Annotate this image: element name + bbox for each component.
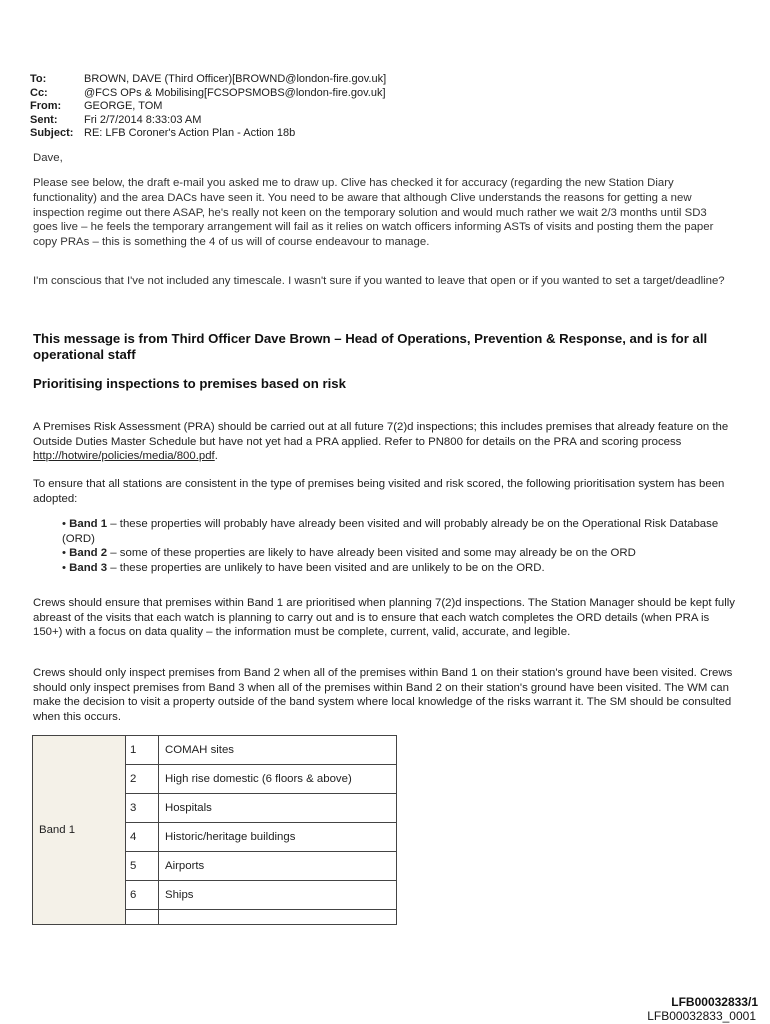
band-label-cell: Band 1 — [33, 736, 126, 925]
row-description: Hospitals — [159, 794, 397, 823]
document-id-secondary: LFB00032833_0001 — [647, 1009, 756, 1023]
row-number: 3 — [126, 794, 159, 823]
cc-value: @FCS OPs & Mobilising[FCSOPSMOBS@london-fire.gov.uk] — [84, 86, 386, 99]
row-description: Historic/heritage buildings — [159, 823, 397, 852]
crews-band2-paragraph: Crews should only inspect premises from Band 2 when all of the premises within Band 1 on their station's ground have been visited. Crews should only inspect premises from Band 3 when all of the premises within Band 2 on their station's ground have been visited. The WM can make the decision to visit a property outside of the band system where local knowledge of the risks warrant it. The SM should be consulted when this occurs. — [33, 667, 733, 723]
timescale-paragraph: I'm conscious that I've not included any timescale. I wasn't sure if you wanted to leave that open or if you wanted to set a target/deadline? — [33, 275, 725, 287]
subject-label: Subject: — [30, 127, 74, 140]
band-table — [32, 735, 397, 925]
row-number: 4 — [126, 823, 159, 852]
pra-link[interactable]: http://hotwire/policies/media/800.pdf — [33, 450, 215, 463]
pra-paragraph-text: A Premises Risk Assessment (PRA) should be carried out at all future 7(2)d inspections; this includes premises that already feature on the Outside Duties Master Schedule but have not yet had a PRA applied. Refer to PN800 for details on the PRA and scoring process — [33, 421, 729, 448]
row-number: 5 — [126, 852, 159, 881]
from-row — [30, 100, 386, 114]
to-row — [30, 73, 386, 87]
sent-row — [30, 114, 386, 128]
consistency-paragraph: To ensure that all stations are consistent in the type of premises being visited and risk scored, the following prioritisation system has been adopted: — [33, 478, 725, 505]
to-label: To: — [30, 73, 47, 85]
intro-paragraph: Please see below, the draft e-mail you asked me to draw up. Clive has checked it for accuracy (regarding the new Station Diary functionality) and the area DACs have seen it. You need to be aware that although Clive understands the reasons for getting a new inspection regime out there ASAP, he's really not keen on the temporary solution and would much rather we wait 2/3 months until SD3 goes live – he feels the temporary arrangement will fail as it relies on watch officers informing ASTs of visits and posting them the paper copy PRAs – this is something the 4 of us will of course endeavour to manage. — [33, 177, 714, 249]
row-number: 2 — [126, 765, 159, 794]
pra-paragraph — [33, 420, 738, 464]
sent-label: Sent: — [30, 113, 58, 126]
row-description: Airports — [159, 852, 397, 881]
row-description: COMAH sites — [159, 736, 397, 765]
band-3-name: Band 3 — [69, 561, 108, 574]
row-description: Ships — [159, 881, 397, 910]
band-1-text: – these properties will probably have already been visited and will probably already be on the Operational Risk Database (ORD) — [62, 518, 719, 545]
band-2-name: Band 2 — [69, 547, 108, 560]
band-2-text: – some of these properties are likely to have already been visited and some may already be on the ORD — [107, 547, 636, 560]
greeting: Dave, — [33, 152, 63, 164]
band-3-text: – these properties are unlikely to have been visited and are unlikely to be on the ORD. — [107, 561, 545, 574]
email-header — [30, 73, 386, 141]
row-number-empty — [126, 910, 159, 925]
document-id-primary: LFB00032833/1 — [671, 995, 758, 1009]
list-item-band-3: • Band 3 – these properties are unlikely to have been visited and are unlikely to be on the ORD. — [62, 561, 545, 574]
row-number: 1 — [126, 736, 159, 765]
row-number: 6 — [126, 881, 159, 910]
from-label: From: — [30, 100, 62, 113]
subject-value: RE: LFB Coroner's Action Plan - Action 18b — [84, 127, 296, 140]
message-heading: This message is from Third Officer Dave Brown – Head of Operations, Prevention & Response, and is for all operational staff — [33, 331, 708, 362]
section-heading: Prioritising inspections to premises based on risk — [33, 376, 346, 391]
list-item-band-1: • Band 1 – these properties will probably have already been visited and will probably already be on the Operational Risk Database (ORD) — [62, 518, 719, 545]
to-value: BROWN, DAVE (Third Officer)[BROWND@london-fire.gov.uk] — [84, 73, 387, 85]
pra-paragraph-end: . — [214, 450, 218, 463]
list-item-band-2: • Band 2 – some of these properties are likely to have already been visited and some may already be on the ORD — [62, 547, 636, 560]
table-row — [33, 736, 397, 765]
cc-row — [30, 87, 386, 101]
row-description-empty — [159, 910, 397, 925]
band-1-name: Band 1 — [69, 518, 108, 530]
from-value: GEORGE, TOM — [84, 100, 163, 113]
row-description: High rise domestic (6 floors & above) — [159, 765, 397, 794]
cc-label: Cc: — [30, 86, 48, 99]
crews-paragraph: Crews should ensure that premises within Band 1 are prioritised when planning 7(2)d inspections. The Station Manager should be kept fully abreast of the visits that each watch is planning to carry out and is to ensure that each watch completes the ORD details (when PRA is 150+) with a focus on data quality – the information must be complete, current, valid, accurate, and legible. — [33, 597, 735, 639]
subject-row — [30, 127, 386, 141]
band-list — [62, 517, 742, 575]
sent-value: Fri 2/7/2014 8:33:03 AM — [84, 113, 202, 126]
